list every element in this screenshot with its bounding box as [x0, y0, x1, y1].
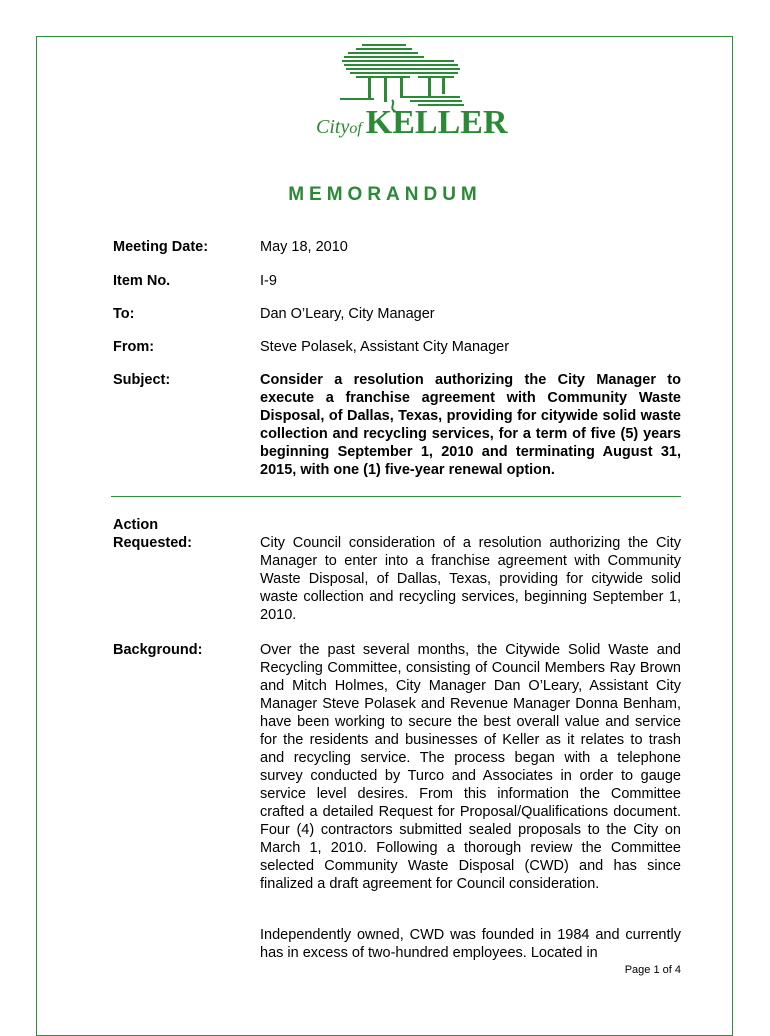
background-paragraph-2: Independently owned, CWD was founded in 1984 and currently has in excess of two-hundred employees. Located in [260, 927, 681, 961]
item-no-value: I-9 [260, 273, 277, 289]
memorandum-title: MEMORANDUM [288, 184, 482, 205]
page-number: Page 1 of 4 [624, 964, 681, 976]
from-value: Steve Polasek, Assistant City Manager [260, 339, 510, 355]
subject-value: Consider a resolution authorizing the City Manager to execute a franchise agreement with Community Waste Disposal, of Dallas, Texas, providing for citywide solid waste collection and recycling services, for a term of five (5) years beginning September 1, 2010 and terminating August 31, 2015, with one (1) five-year renewal option. [260, 372, 681, 478]
background-paragraph-1: Over the past several months, the Citywide Solid Waste and Recycling Committee, consisting of Council Members Ray Brown and Mitch Holmes, City Manager Dan O’Leary, Assistant City Manager Steve Polasek and Revenue Manager Donna Benham, have been working to secure the best overall value and service for the residents and businesses of Keller as it relates to trash and recycling service. The process began with a telephone survey conducted by Turco and Associates in order to gauge service level desires. From this information the Committee crafted a detailed Request for Proposal/Qualifications document. Four (4) contractors submitted sealed proposals to the City on March 1, 2010. Following a thorough review the Committee selected Community Waste Disposal (CWD) and has since finalized a draft agreement for Council consideration. [260, 642, 681, 892]
logo-of: of [349, 120, 362, 137]
section-divider [111, 496, 681, 497]
subject-label: Subject: [113, 372, 171, 388]
logo-keller: KELLER [365, 104, 508, 141]
to-value: Dan O’Leary, City Manager [260, 306, 435, 322]
action-requested-text: City Council consideration of a resolution authorizing the City Manager to enter into a franchise agreement with Community Waste Disposal, of Dallas, Texas, providing for citywide solid waste collection and recycling services, beginning September 1, 2010. [260, 535, 681, 623]
action-label-line2: Requested: [113, 535, 192, 551]
action-label-line1: Action [113, 517, 159, 533]
from-label: From: [113, 339, 155, 355]
tree-canopy-icon [342, 44, 460, 78]
meeting-date-label: Meeting Date: [113, 239, 209, 255]
meeting-date-value: May 18, 2010 [260, 239, 348, 255]
logo-city: City [316, 116, 350, 138]
item-no-label: Item No. [113, 273, 171, 289]
logo-wordmark [316, 104, 508, 142]
to-label: To: [113, 306, 135, 322]
background-label: Background: [113, 642, 203, 658]
